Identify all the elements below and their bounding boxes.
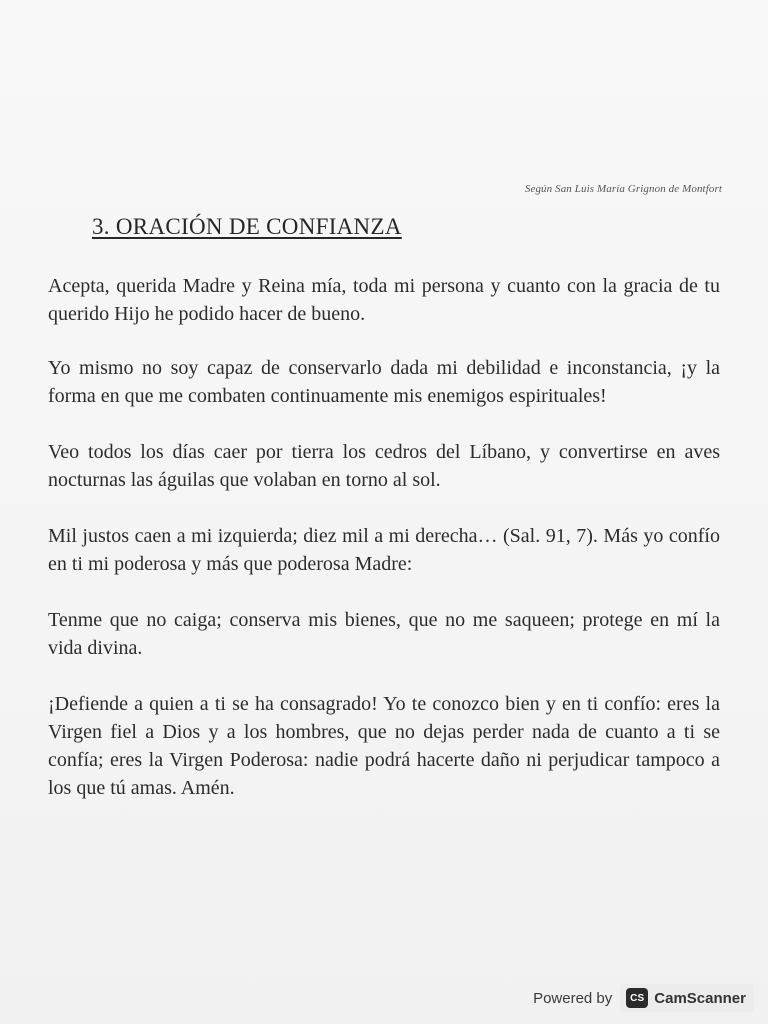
paragraph-4: Mil justos caen a mi izquierda; diez mil a mi derecha… (Sal. 91, 7). Más yo confío en ti mi poderosa y más que poderosa Madre:: [48, 525, 720, 575]
camscanner-badge: [620, 984, 754, 1012]
paragraph-2: Yo mismo no soy capaz de conservarlo dada mi debilidad e inconstancia, ¡y la forma en que me combaten continuamente mis enemigos espirituales!: [48, 357, 720, 407]
page-title: 3. ORACIÓN DE CONFIANZA: [92, 214, 402, 239]
prayer-body: [48, 272, 720, 830]
paragraph-6: ¡Defiende a quien a ti se ha consagrado! Yo te conozco bien y en ti confío: eres la Virgen fiel a Dios y a los hombres, que no dejas perder nada de cuanto a ti se confía; eres la Virgen Poderosa: nadie podrá hacerte daño ni perjudicar tampoco a los que tú amas. Amén.: [48, 693, 720, 799]
camscanner-logo-icon: CS: [626, 988, 648, 1008]
camscanner-brand: CamScanner: [654, 989, 746, 1007]
powered-by-label: Powered by: [533, 989, 613, 1007]
camscanner-watermark: [533, 984, 754, 1012]
attribution: Según San Luis María Grignon de Montfort: [524, 183, 722, 195]
paragraph-1: Acepta, querida Madre y Reina mía, toda mi persona y cuanto con la gracia de tu querido Hijo he podido hacer de bueno.: [48, 275, 720, 325]
paragraph-3: Veo todos los días caer por tierra los cedros del Líbano, y convertirse en aves nocturnas las águilas que volaban en torno al sol.: [48, 441, 720, 491]
paragraph-5: Tenme que no caiga; conserva mis bienes, que no me saqueen; protege en mí la vida divina.: [48, 609, 720, 659]
